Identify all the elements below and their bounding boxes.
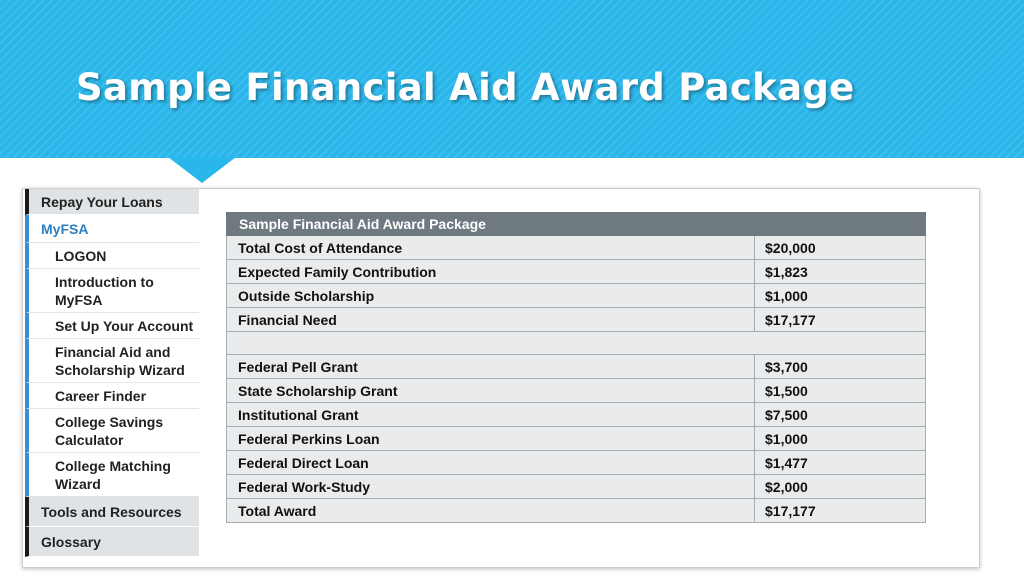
sidebar-item-label: Tools and Resources (41, 503, 182, 520)
sidebar-item-label: Glossary (41, 533, 101, 550)
row-label: Total Award (227, 499, 755, 523)
sidebar-item-label: MyFSA (41, 220, 89, 237)
row-label: Financial Need (227, 308, 755, 332)
row-amount: $1,000 (755, 427, 926, 451)
row-amount: $2,000 (755, 475, 926, 499)
sidebar-item-glossary[interactable] (25, 527, 199, 557)
row-amount: $20,000 (755, 236, 926, 260)
sidebar-item-introduction-to-myfsa[interactable] (25, 269, 199, 313)
table-row (227, 451, 926, 475)
sidebar-item-tools-and-resources[interactable] (25, 497, 199, 527)
row-label: State Scholarship Grant (227, 379, 755, 403)
sidebar-item-set-up-your-account[interactable] (25, 313, 199, 339)
row-label: Institutional Grant (227, 403, 755, 427)
sidebar-item-label: Repay Your Loans (41, 193, 163, 210)
sidebar-item-label: Introduction to MyFSA (55, 273, 154, 308)
sidebar-item-label: Career Finder (55, 387, 147, 404)
table-row (227, 260, 926, 284)
banner-notch (168, 157, 236, 183)
sidebar-item-label: College Matching Wizard (55, 457, 171, 492)
sidebar-item-financial-aid-wizard[interactable] (25, 339, 199, 383)
table-row-total (227, 499, 926, 523)
table-header-row (227, 213, 926, 236)
row-label: Federal Work-Study (227, 475, 755, 499)
table-header: Sample Financial Aid Award Package (227, 213, 926, 236)
row-amount: $17,177 (755, 499, 926, 523)
award-package-table (226, 212, 926, 523)
sidebar-item-label: College Savings Calculator (55, 413, 164, 448)
sidebar-item-career-finder[interactable] (25, 383, 199, 409)
sidebar-item-myfsa[interactable] (25, 215, 199, 243)
table-row (227, 355, 926, 379)
website-screenshot (22, 188, 980, 568)
row-label: Federal Pell Grant (227, 355, 755, 379)
row-label: Federal Perkins Loan (227, 427, 755, 451)
table-row (227, 475, 926, 499)
row-amount: $3,700 (755, 355, 926, 379)
table-row (227, 284, 926, 308)
table-row (227, 427, 926, 451)
row-label: Outside Scholarship (227, 284, 755, 308)
sidebar-item-college-matching-wizard[interactable] (25, 453, 199, 497)
row-label: Total Cost of Attendance (227, 236, 755, 260)
table-row (227, 308, 926, 332)
spacer-cell (227, 332, 926, 355)
sidebar-item-label: LOGON (55, 247, 107, 264)
sidebar-item-logon[interactable] (25, 243, 199, 269)
table-row (227, 403, 926, 427)
table-row (227, 379, 926, 403)
row-amount: $7,500 (755, 403, 926, 427)
slide-title: Sample Financial Aid Award Package (76, 66, 855, 109)
row-amount: $1,823 (755, 260, 926, 284)
sidebar-item-label: Financial Aid and Scholarship Wizard (55, 343, 185, 378)
sidebar-item-label: Set Up Your Account (55, 317, 194, 334)
sidebar-item-repay-your-loans[interactable] (25, 189, 199, 215)
row-amount: $1,000 (755, 284, 926, 308)
row-amount: $1,477 (755, 451, 926, 475)
row-amount: $1,500 (755, 379, 926, 403)
row-amount: $17,177 (755, 308, 926, 332)
table-row (227, 236, 926, 260)
sidebar-item-college-savings-calculator[interactable] (25, 409, 199, 453)
table-spacer-row (227, 332, 926, 355)
row-label: Expected Family Contribution (227, 260, 755, 284)
row-label: Federal Direct Loan (227, 451, 755, 475)
sidebar-nav (25, 189, 199, 557)
